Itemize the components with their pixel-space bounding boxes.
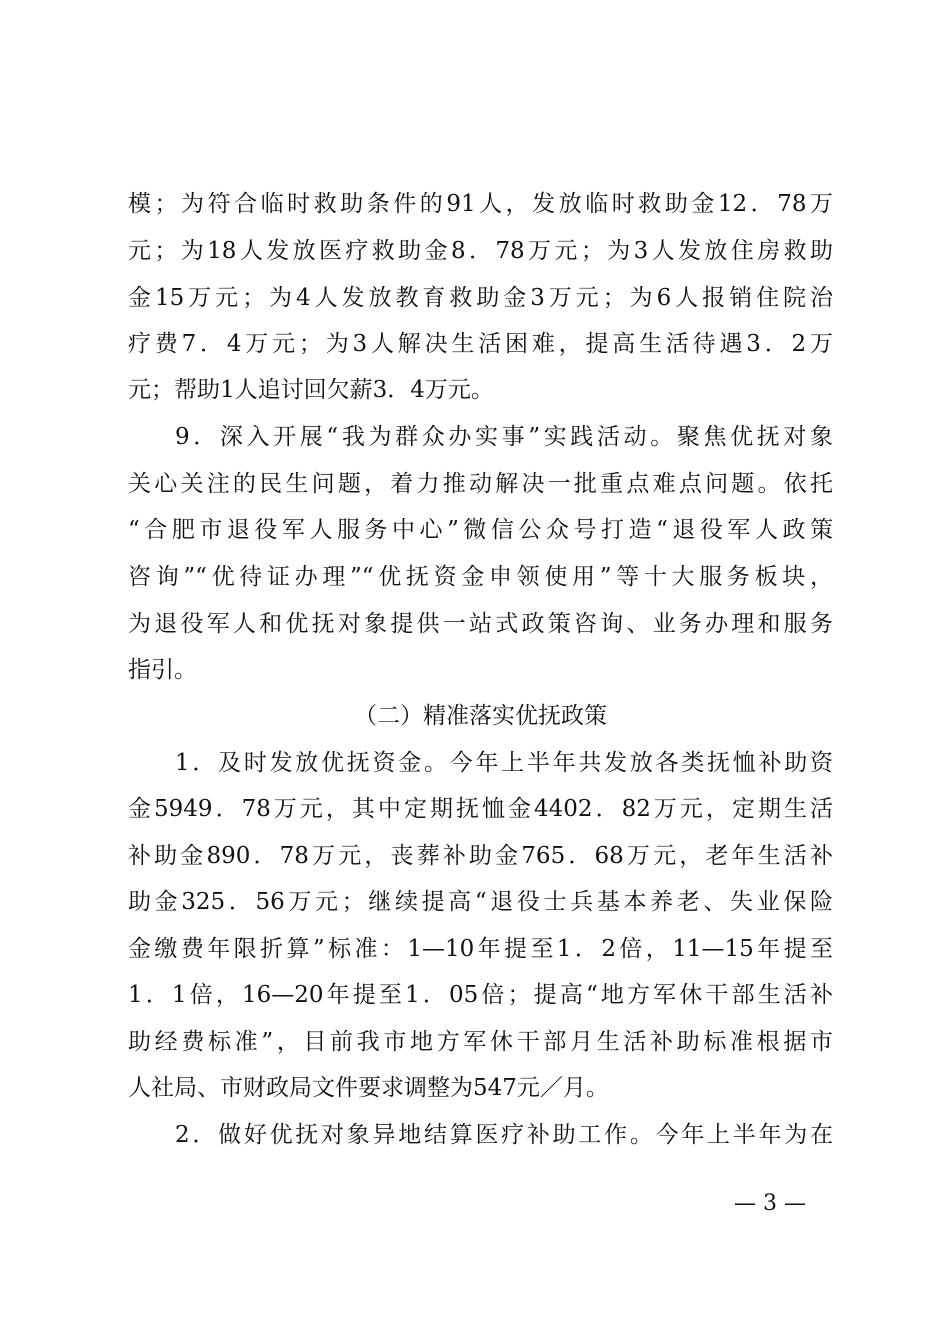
paragraph-line: 1．1倍，16—20年提至1．05倍；提高“地方军休干部生活补 <box>128 982 833 1008</box>
paragraph-line: 金缴费年限折算”标准：1—10年提至1．2倍，11—15年提至 <box>128 936 833 962</box>
paragraph-line: 9．深入开展“我为群众办实事”实践活动。聚焦优抚对象 <box>175 424 833 450</box>
paragraph-line: 为退役军人和优抚对象提供一站式政策咨询、业务办理和服务 <box>128 611 833 637</box>
paragraph-line: 1．及时发放优抚资金。今年上半年共发放各类抚恤补助资 <box>175 750 833 776</box>
paragraph-line: 模；为符合临时救助条件的91人，发放临时救助金12．78万 <box>128 191 833 217</box>
paragraph-line: 指引。 <box>128 657 197 683</box>
paragraph-line: 2．做好优抚对象异地结算医疗补助工作。今年上半年为在 <box>175 1122 833 1148</box>
paragraph-line: 助经费标准”，目前我市地方军休干部月生活补助标准根据市 <box>128 1029 833 1055</box>
paragraph-line: 补助金890．78万元，丧葬补助金765．68万元，老年生活补 <box>128 843 833 869</box>
paragraph-line: 元；为18人发放医疗救助金8．78万元；为3人发放住房救助 <box>128 238 833 264</box>
paragraph-line: 人社局、市财政局文件要求调整为547元／月。 <box>128 1075 609 1101</box>
paragraph-line: 疗费7．4万元；为3人解决生活困难，提高生活待遇3．2万 <box>128 331 833 357</box>
paragraph-line: 关心关注的民生问题，着力推动解决一批重点难点问题。依托 <box>128 471 833 497</box>
paragraph-line: 助金325．56万元；继续提高“退役士兵基本养老、失业保险 <box>128 889 833 915</box>
paragraph-line: “合肥市退役军人服务中心”微信公众号打造“退役军人政策 <box>128 517 833 543</box>
paragraph-line: 金15万元；为4人发放教育救助金3万元；为6人报销住院治 <box>128 285 833 311</box>
page-number: — 3 — <box>734 1191 806 1216</box>
paragraph-line: 咨询”“优待证办理”“优抚资金申领使用”等十大服务板块， <box>128 564 833 590</box>
paragraph-line: 金5949．78万元，其中定期抚恤金4402．82万元，定期生活 <box>128 796 833 822</box>
paragraph-line: 元；帮助1人追讨回欠薪3．4万元。 <box>128 377 494 403</box>
section-heading: （二）精准落实优抚政策 <box>354 703 607 729</box>
